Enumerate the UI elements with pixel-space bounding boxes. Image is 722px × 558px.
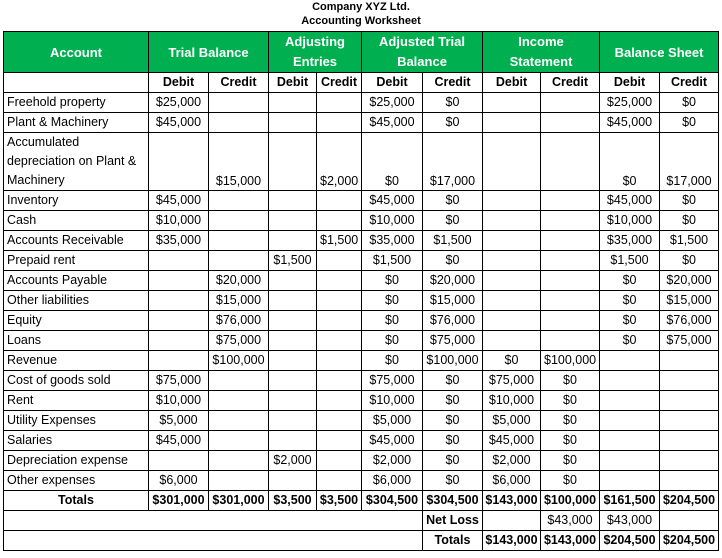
net-loss-is-credit: $43,000: [541, 511, 600, 531]
final-total-bs-credit: $204,500: [660, 531, 719, 551]
cell-bs-c: [660, 411, 719, 431]
cell-is-c: [541, 133, 600, 191]
cell-bs-c: [660, 351, 719, 371]
cell-tb-c: [209, 113, 269, 133]
account-name: Plant & Machinery: [4, 113, 149, 133]
cell-bs-c: $75,000: [660, 331, 719, 351]
cell-tb-d: [149, 311, 209, 331]
cell-tb-c: [209, 231, 269, 251]
cell-atb-c: $0: [423, 113, 483, 133]
cell-atb-c: $0: [423, 391, 483, 411]
total-atb-c: $304,500: [423, 491, 483, 511]
table-row: [4, 133, 719, 191]
total-bs-c: $204,500: [660, 491, 719, 511]
cell-tb-d: $75,000: [149, 371, 209, 391]
cell-bs-d: [600, 371, 660, 391]
cell-ae-c: [317, 191, 362, 211]
cell-is-d: [483, 191, 541, 211]
cell-bs-c: $0: [660, 211, 719, 231]
cell-bs-d: $35,000: [600, 231, 660, 251]
cell-tb-d: $35,000: [149, 231, 209, 251]
cell-tb-c: [209, 371, 269, 391]
cell-ae-c: [317, 451, 362, 471]
cell-atb-c: $0: [423, 251, 483, 271]
table-row: [4, 391, 719, 411]
net-loss-row: [4, 511, 719, 531]
table-row: [4, 411, 719, 431]
cell-is-c: [541, 311, 600, 331]
header-row-groups: [4, 32, 719, 73]
table-row: [4, 331, 719, 351]
total-atb-d: $304,500: [362, 491, 423, 511]
cell-bs-c: [660, 391, 719, 411]
cell-bs-c: $0: [660, 191, 719, 211]
total-ae-c: $3,500: [317, 491, 362, 511]
cell-tb-c: $76,000: [209, 311, 269, 331]
cell-tb-c: [209, 451, 269, 471]
net-loss-bs-debit: $43,000: [600, 511, 660, 531]
cell-atb-d: $0: [362, 291, 423, 311]
cell-bs-c: $1,500: [660, 231, 719, 251]
cell-ae-c: [317, 351, 362, 371]
account-name: Utility Expenses: [4, 411, 149, 431]
header-row-debit-credit: [4, 73, 719, 93]
cell-is-d: $45,000: [483, 431, 541, 451]
table-row: [4, 431, 719, 451]
cell-bs-d: [600, 351, 660, 371]
cell-atb-d: $6,000: [362, 471, 423, 491]
table-row: [4, 113, 719, 133]
cell-is-d: [483, 291, 541, 311]
cell-ae-c: [317, 391, 362, 411]
header-is-debit: Debit: [483, 73, 541, 93]
net-loss-label: Net Loss: [423, 511, 483, 531]
cell-atb-d: $5,000: [362, 411, 423, 431]
cell-is-c: [541, 291, 600, 311]
cell-is-c: [541, 231, 600, 251]
cell-tb-d: $25,000: [149, 93, 209, 113]
cell-bs-c: $0: [660, 251, 719, 271]
cell-is-d: $2,000: [483, 451, 541, 471]
cell-ae-d: $2,000: [269, 451, 317, 471]
table-row: [4, 371, 719, 391]
cell-is-c: [541, 113, 600, 133]
account-name: Equity: [4, 311, 149, 331]
cell-bs-c: [660, 451, 719, 471]
cell-ae-c: [317, 211, 362, 231]
cell-bs-d: $0: [600, 311, 660, 331]
cell-atb-d: $45,000: [362, 191, 423, 211]
cell-is-c: [541, 191, 600, 211]
account-name: Other expenses: [4, 471, 149, 491]
cell-bs-d: $0: [600, 271, 660, 291]
cell-tb-c: [209, 411, 269, 431]
cell-bs-d: $0: [600, 331, 660, 351]
cell-bs-d: $10,000: [600, 211, 660, 231]
header-income-statement: Income Statement: [483, 32, 600, 73]
cell-ae-c: $1,500: [317, 231, 362, 251]
cell-ae-c: [317, 311, 362, 331]
cell-bs-c: $20,000: [660, 271, 719, 291]
cell-atb-d: $45,000: [362, 431, 423, 451]
header-atb-credit: Credit: [423, 73, 483, 93]
header-tb-debit: Debit: [149, 73, 209, 93]
cell-ae-d: [269, 471, 317, 491]
account-name: Other liabilities: [4, 291, 149, 311]
account-name: Depreciation expense: [4, 451, 149, 471]
cell-atb-c: $20,000: [423, 271, 483, 291]
cell-ae-c: [317, 113, 362, 133]
cell-atb-c: $76,000: [423, 311, 483, 331]
cell-bs-d: [600, 411, 660, 431]
account-name: Accumulated depreciation on Plant & Machinery: [4, 133, 149, 191]
cell-bs-c: $15,000: [660, 291, 719, 311]
cell-ae-d: [269, 431, 317, 451]
header-blank-cell: [4, 73, 149, 93]
cell-ae-c: [317, 471, 362, 491]
accounting-worksheet-table: [3, 31, 719, 551]
cell-tb-c: $15,000: [209, 133, 269, 191]
cell-is-c: $0: [541, 451, 600, 471]
cell-bs-d: $0: [600, 133, 660, 191]
cell-bs-d: $0: [600, 291, 660, 311]
total-tb-d: $301,000: [149, 491, 209, 511]
cell-atb-d: $0: [362, 311, 423, 331]
header-ae-debit: Debit: [269, 73, 317, 93]
cell-atb-d: $0: [362, 331, 423, 351]
cell-is-d: $5,000: [483, 411, 541, 431]
cell-is-d: [483, 251, 541, 271]
header-balance-sheet: Balance Sheet: [600, 32, 719, 73]
total-is-d: $143,000: [483, 491, 541, 511]
cell-ae-d: [269, 391, 317, 411]
table-row: [4, 231, 719, 251]
account-name: Revenue: [4, 351, 149, 371]
worksheet-subtitle: Accounting Worksheet: [301, 15, 421, 27]
cell-ae-d: [269, 411, 317, 431]
cell-ae-d: [269, 133, 317, 191]
cell-atb-d: $0: [362, 133, 423, 191]
cell-atb-d: $1,500: [362, 251, 423, 271]
table-row: [4, 191, 719, 211]
cell-is-c: $0: [541, 371, 600, 391]
totals-label: Totals: [4, 491, 149, 511]
cell-ae-c: [317, 331, 362, 351]
cell-tb-d: $45,000: [149, 113, 209, 133]
cell-bs-c: [660, 371, 719, 391]
cell-atb-d: $0: [362, 351, 423, 371]
cell-ae-d: [269, 291, 317, 311]
cell-is-d: [483, 93, 541, 113]
cell-bs-d: [600, 471, 660, 491]
cell-is-c: $0: [541, 411, 600, 431]
cell-atb-d: $10,000: [362, 391, 423, 411]
cell-tb-c: [209, 431, 269, 451]
cell-bs-c: [660, 431, 719, 451]
cell-tb-c: [209, 471, 269, 491]
cell-bs-d: $25,000: [600, 93, 660, 113]
cell-atb-d: $10,000: [362, 211, 423, 231]
table-row: [4, 471, 719, 491]
final-total-is-debit: $143,000: [483, 531, 541, 551]
total-tb-c: $301,000: [209, 491, 269, 511]
cell-tb-c: [209, 191, 269, 211]
cell-atb-d: $45,000: [362, 113, 423, 133]
cell-atb-d: $25,000: [362, 93, 423, 113]
account-name: Rent: [4, 391, 149, 411]
cell-ae-c: [317, 291, 362, 311]
cell-ae-d: [269, 311, 317, 331]
cell-bs-d: [600, 391, 660, 411]
account-name: Inventory: [4, 191, 149, 211]
cell-bs-c: $0: [660, 113, 719, 133]
total-is-c: $100,000: [541, 491, 600, 511]
cell-ae-d: [269, 231, 317, 251]
cell-tb-d: $10,000: [149, 211, 209, 231]
cell-is-d: [483, 331, 541, 351]
cell-atb-d: $2,000: [362, 451, 423, 471]
net-loss-blank: [4, 511, 423, 531]
cell-tb-c: $100,000: [209, 351, 269, 371]
cell-is-d: [483, 113, 541, 133]
cell-atb-c: $0: [423, 411, 483, 431]
table-row: [4, 291, 719, 311]
cell-atb-c: $0: [423, 471, 483, 491]
final-total-bs-debit: $204,500: [600, 531, 660, 551]
cell-tb-d: [149, 451, 209, 471]
cell-bs-c: $0: [660, 93, 719, 113]
cell-is-c: [541, 331, 600, 351]
cell-is-c: [541, 93, 600, 113]
cell-ae-d: [269, 371, 317, 391]
cell-atb-c: $15,000: [423, 291, 483, 311]
header-bs-debit: Debit: [600, 73, 660, 93]
header-adjusting-entries: Adjusting Entries: [269, 32, 362, 73]
cell-tb-d: [149, 331, 209, 351]
worksheet-company-title: Company XYZ Ltd.: [312, 1, 410, 13]
cell-is-d: $6,000: [483, 471, 541, 491]
cell-is-c: [541, 271, 600, 291]
table-row: [4, 271, 719, 291]
cell-bs-d: $45,000: [600, 113, 660, 133]
cell-is-c: $0: [541, 391, 600, 411]
cell-ae-c: [317, 251, 362, 271]
cell-is-c: $0: [541, 471, 600, 491]
cell-ae-d: [269, 93, 317, 113]
total-ae-d: $3,500: [269, 491, 317, 511]
net-loss-is-debit: [483, 511, 541, 531]
final-totals-label: Totals: [423, 531, 483, 551]
table-row: [4, 351, 719, 371]
cell-ae-c: [317, 431, 362, 451]
header-account: Account: [4, 32, 149, 73]
cell-tb-d: [149, 251, 209, 271]
cell-bs-d: [600, 431, 660, 451]
cell-ae-d: [269, 113, 317, 133]
cell-is-c: $0: [541, 431, 600, 451]
account-name: Salaries: [4, 431, 149, 451]
final-totals-blank: [4, 531, 423, 551]
cell-atb-c: $0: [423, 211, 483, 231]
account-name: Prepaid rent: [4, 251, 149, 271]
cell-atb-c: $100,000: [423, 351, 483, 371]
cell-tb-d: $45,000: [149, 431, 209, 451]
cell-tb-c: [209, 93, 269, 113]
cell-is-d: [483, 311, 541, 331]
account-name: Cash: [4, 211, 149, 231]
cell-atb-d: $0: [362, 271, 423, 291]
cell-tb-c: $15,000: [209, 291, 269, 311]
cell-tb-d: [149, 133, 209, 191]
table-row: [4, 211, 719, 231]
table-row: [4, 93, 719, 113]
cell-ae-c: [317, 93, 362, 113]
cell-bs-d: $45,000: [600, 191, 660, 211]
cell-is-c: [541, 251, 600, 271]
header-tb-credit: Credit: [209, 73, 269, 93]
cell-atb-c: $0: [423, 371, 483, 391]
cell-ae-d: $1,500: [269, 251, 317, 271]
cell-bs-c: $76,000: [660, 311, 719, 331]
cell-ae-c: [317, 271, 362, 291]
cell-tb-c: [209, 211, 269, 231]
cell-atb-c: $17,000: [423, 133, 483, 191]
cell-atb-c: $0: [423, 191, 483, 211]
cell-ae-d: [269, 211, 317, 231]
total-bs-d: $161,500: [600, 491, 660, 511]
cell-atb-c: $75,000: [423, 331, 483, 351]
final-totals-row: [4, 531, 719, 551]
header-bs-credit: Credit: [660, 73, 719, 93]
totals-row: [4, 491, 719, 511]
header-adjusted-trial-balance: Adjusted Trial Balance: [362, 32, 483, 73]
cell-is-d: $10,000: [483, 391, 541, 411]
account-name: Accounts Receivable: [4, 231, 149, 251]
cell-ae-d: [269, 331, 317, 351]
table-row: [4, 451, 719, 471]
cell-atb-c: $1,500: [423, 231, 483, 251]
cell-tb-c: [209, 391, 269, 411]
cell-is-d: [483, 211, 541, 231]
cell-is-c: $100,000: [541, 351, 600, 371]
cell-bs-d: [600, 451, 660, 471]
account-name: Accounts Payable: [4, 271, 149, 291]
header-trial-balance: Trial Balance: [149, 32, 269, 73]
cell-atb-c: $0: [423, 451, 483, 471]
table-row: [4, 251, 719, 271]
cell-tb-d: [149, 351, 209, 371]
cell-ae-d: [269, 351, 317, 371]
net-loss-bs-credit: [660, 511, 719, 531]
table-row: [4, 311, 719, 331]
cell-ae-c: $2,000: [317, 133, 362, 191]
final-total-is-credit: $143,000: [541, 531, 600, 551]
cell-tb-d: $5,000: [149, 411, 209, 431]
account-name: Loans: [4, 331, 149, 351]
cell-tb-d: [149, 271, 209, 291]
cell-ae-c: [317, 411, 362, 431]
cell-atb-d: $35,000: [362, 231, 423, 251]
header-ae-credit: Credit: [317, 73, 362, 93]
cell-is-d: [483, 133, 541, 191]
cell-tb-c: $75,000: [209, 331, 269, 351]
cell-is-d: [483, 231, 541, 251]
cell-atb-c: $0: [423, 93, 483, 113]
header-is-credit: Credit: [541, 73, 600, 93]
cell-tb-d: $6,000: [149, 471, 209, 491]
cell-tb-d: [149, 291, 209, 311]
cell-tb-d: $10,000: [149, 391, 209, 411]
cell-bs-d: $1,500: [600, 251, 660, 271]
cell-tb-c: [209, 251, 269, 271]
cell-tb-d: $45,000: [149, 191, 209, 211]
cell-is-d: $0: [483, 351, 541, 371]
cell-atb-d: $75,000: [362, 371, 423, 391]
account-name: Cost of goods sold: [4, 371, 149, 391]
account-name: Freehold property: [4, 93, 149, 113]
cell-is-c: [541, 211, 600, 231]
cell-is-d: $75,000: [483, 371, 541, 391]
cell-bs-c: $17,000: [660, 133, 719, 191]
cell-bs-c: [660, 471, 719, 491]
cell-ae-d: [269, 191, 317, 211]
cell-atb-c: $0: [423, 431, 483, 451]
cell-is-d: [483, 271, 541, 291]
header-atb-debit: Debit: [362, 73, 423, 93]
cell-ae-d: [269, 271, 317, 291]
cell-ae-c: [317, 371, 362, 391]
cell-tb-c: $20,000: [209, 271, 269, 291]
